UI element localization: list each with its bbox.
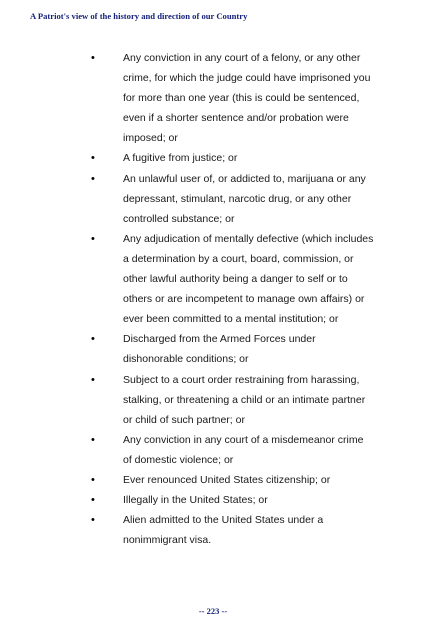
list-item-text: Subject to a court order restraining from harassing, stalking, or threatening a child or an intimate partner or child of such partner; or: [123, 373, 366, 426]
bullet-icon: •: [91, 433, 95, 446]
list-item: [0, 169, 426, 229]
list-item-text: Ever renounced United States citizenship; or: [123, 473, 331, 486]
list-item-text: An unlawful user of, or addicted to, marijuana or any depressant, stimulant, narcotic drug, or any other controlled substance; or: [123, 172, 366, 225]
bullet-icon: •: [91, 514, 95, 527]
list-item: [0, 430, 426, 470]
list-item: [0, 48, 426, 148]
list-item-text: Any adjudication of mentally defective (which includes a determination by a court, board, commission, or other lawful authority being a danger to self or to others or are incompetent to manage own affairs) or ever been committed to a mental institution; or: [123, 232, 374, 326]
bullet-icon: •: [91, 473, 95, 486]
bullet-icon: •: [91, 52, 95, 64]
list-item: [0, 148, 426, 168]
page-number: -- 223 --: [198, 606, 228, 616]
list-item-text: Discharged from the Armed Forces under dishonorable conditions; or: [123, 333, 316, 366]
list-item: [0, 229, 426, 329]
bullet-icon: •: [91, 152, 95, 165]
bullet-icon: •: [91, 232, 95, 245]
bullet-icon: •: [91, 333, 95, 346]
bullet-icon: •: [91, 172, 95, 185]
list-item-text: A fugitive from justice; or: [123, 152, 238, 165]
bullet-icon: •: [91, 373, 95, 386]
list-item-text: Illegally in the United States; or: [123, 494, 268, 507]
list-item: [0, 490, 426, 510]
list-item: [0, 329, 426, 369]
list-item: [0, 370, 426, 430]
list-item-text: Alien admitted to the United States under a nonimmigrant visa.: [123, 514, 324, 547]
bullet-icon: •: [91, 494, 95, 507]
running-header: A Patriot's view of the history and direction of our Country: [30, 11, 248, 21]
list-item: [0, 470, 426, 490]
bullet-list: [0, 48, 426, 550]
list-item-text: Any conviction in any court of a misdemeanor crime of domestic violence; or: [123, 433, 364, 466]
list-item: [0, 510, 426, 550]
list-item-text: Any conviction in any court of a felony, or any other crime, for which the judge could have imprisoned you for more than one year (this is could be sentenced, even if a shorter sentence and/or probation were imposed; or: [123, 52, 371, 145]
